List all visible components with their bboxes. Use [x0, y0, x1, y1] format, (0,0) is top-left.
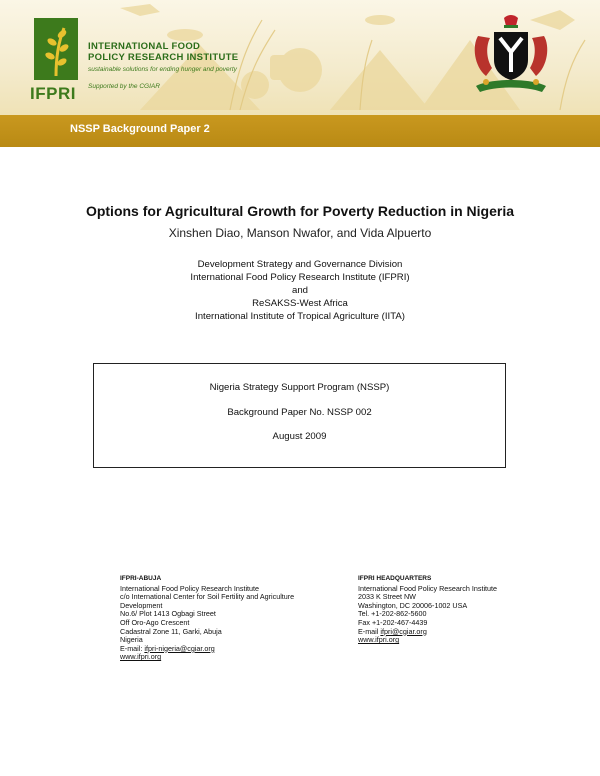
contact-heading: IFPRI-ABUJA — [120, 575, 162, 582]
email-line: E-mail ifpri@cgiar.org — [358, 626, 427, 636]
address-line: Development — [120, 600, 163, 610]
series-label: NSSP Background Paper 2 — [70, 123, 210, 135]
affiliation-line: International Food Policy Research Institute (IFPRI) — [190, 272, 410, 283]
address-line: Cadastral Zone 11, Garki, Abuja — [120, 626, 222, 636]
affiliation-line: ReSAKSS-West Africa — [252, 298, 348, 309]
address-line: International Food Policy Research Institute — [120, 583, 260, 593]
publication-date: August 2009 — [272, 431, 327, 442]
affiliation-line: Development Strategy and Governance Division — [197, 259, 403, 270]
affiliation-line: and — [291, 285, 308, 296]
program-info-box — [93, 363, 506, 468]
address-line: 2033 K Street NW — [358, 592, 416, 602]
email-line: E-mail: ifpri-nigeria@cgiar.org — [120, 643, 215, 653]
program-name: Nigeria Strategy Support Program (NSSP) — [209, 382, 390, 393]
nigeria-coat-of-arms-icon — [466, 14, 556, 98]
address-line: Nigeria — [120, 635, 143, 645]
address-line: Off Oro-Ago Crescent — [120, 617, 190, 627]
org-tagline: sustainable solutions for ending hunger and poverty — [88, 66, 237, 73]
contact-headquarters — [358, 575, 558, 645]
paper-number: Background Paper No. NSSP 002 — [227, 407, 372, 418]
address-line: International Food Policy Research Institute — [358, 583, 498, 593]
org-name: INTERNATIONAL FOOD POLICY RESEARCH INSTITUTE — [88, 41, 239, 63]
address-line: Tel. +1-202-862-5600 — [358, 609, 427, 619]
affiliation-line: International Institute of Tropical Agriculture (IITA) — [195, 311, 405, 322]
cgiar-support-note: Supported by the CGIAR — [88, 83, 160, 90]
website-link[interactable]: www.ifpri.org — [358, 635, 400, 645]
address-line: Fax +1-202-467-4439 — [358, 617, 428, 627]
address-line: No.6/ Plot 1413 Ogbagi Street — [120, 609, 216, 619]
paper-authors: Xinshen Diao, Manson Nwafor, and Vida Alpuerto — [168, 226, 432, 240]
ifpri-wordmark: IFPRI — [30, 84, 76, 103]
paper-title: Options for Agricultural Growth for Poverty Reduction in Nigeria — [85, 203, 515, 219]
email-link[interactable]: ifpri-nigeria@cgiar.org — [144, 643, 215, 653]
ifpri-logo-icon — [34, 18, 78, 80]
series-band — [0, 115, 600, 147]
website-link[interactable]: www.ifpri.org — [120, 652, 162, 662]
address-line: Washington, DC 20006-1002 USA — [358, 600, 468, 610]
address-line: c/o International Center for Soil Fertility and Agriculture — [120, 592, 295, 602]
contact-abuja — [120, 575, 340, 662]
cover-header — [0, 0, 600, 115]
email-link[interactable]: ifpri@cgiar.org — [380, 626, 427, 636]
author-affiliations — [0, 258, 600, 323]
contact-heading: IFPRI HEADQUARTERS — [358, 575, 432, 582]
